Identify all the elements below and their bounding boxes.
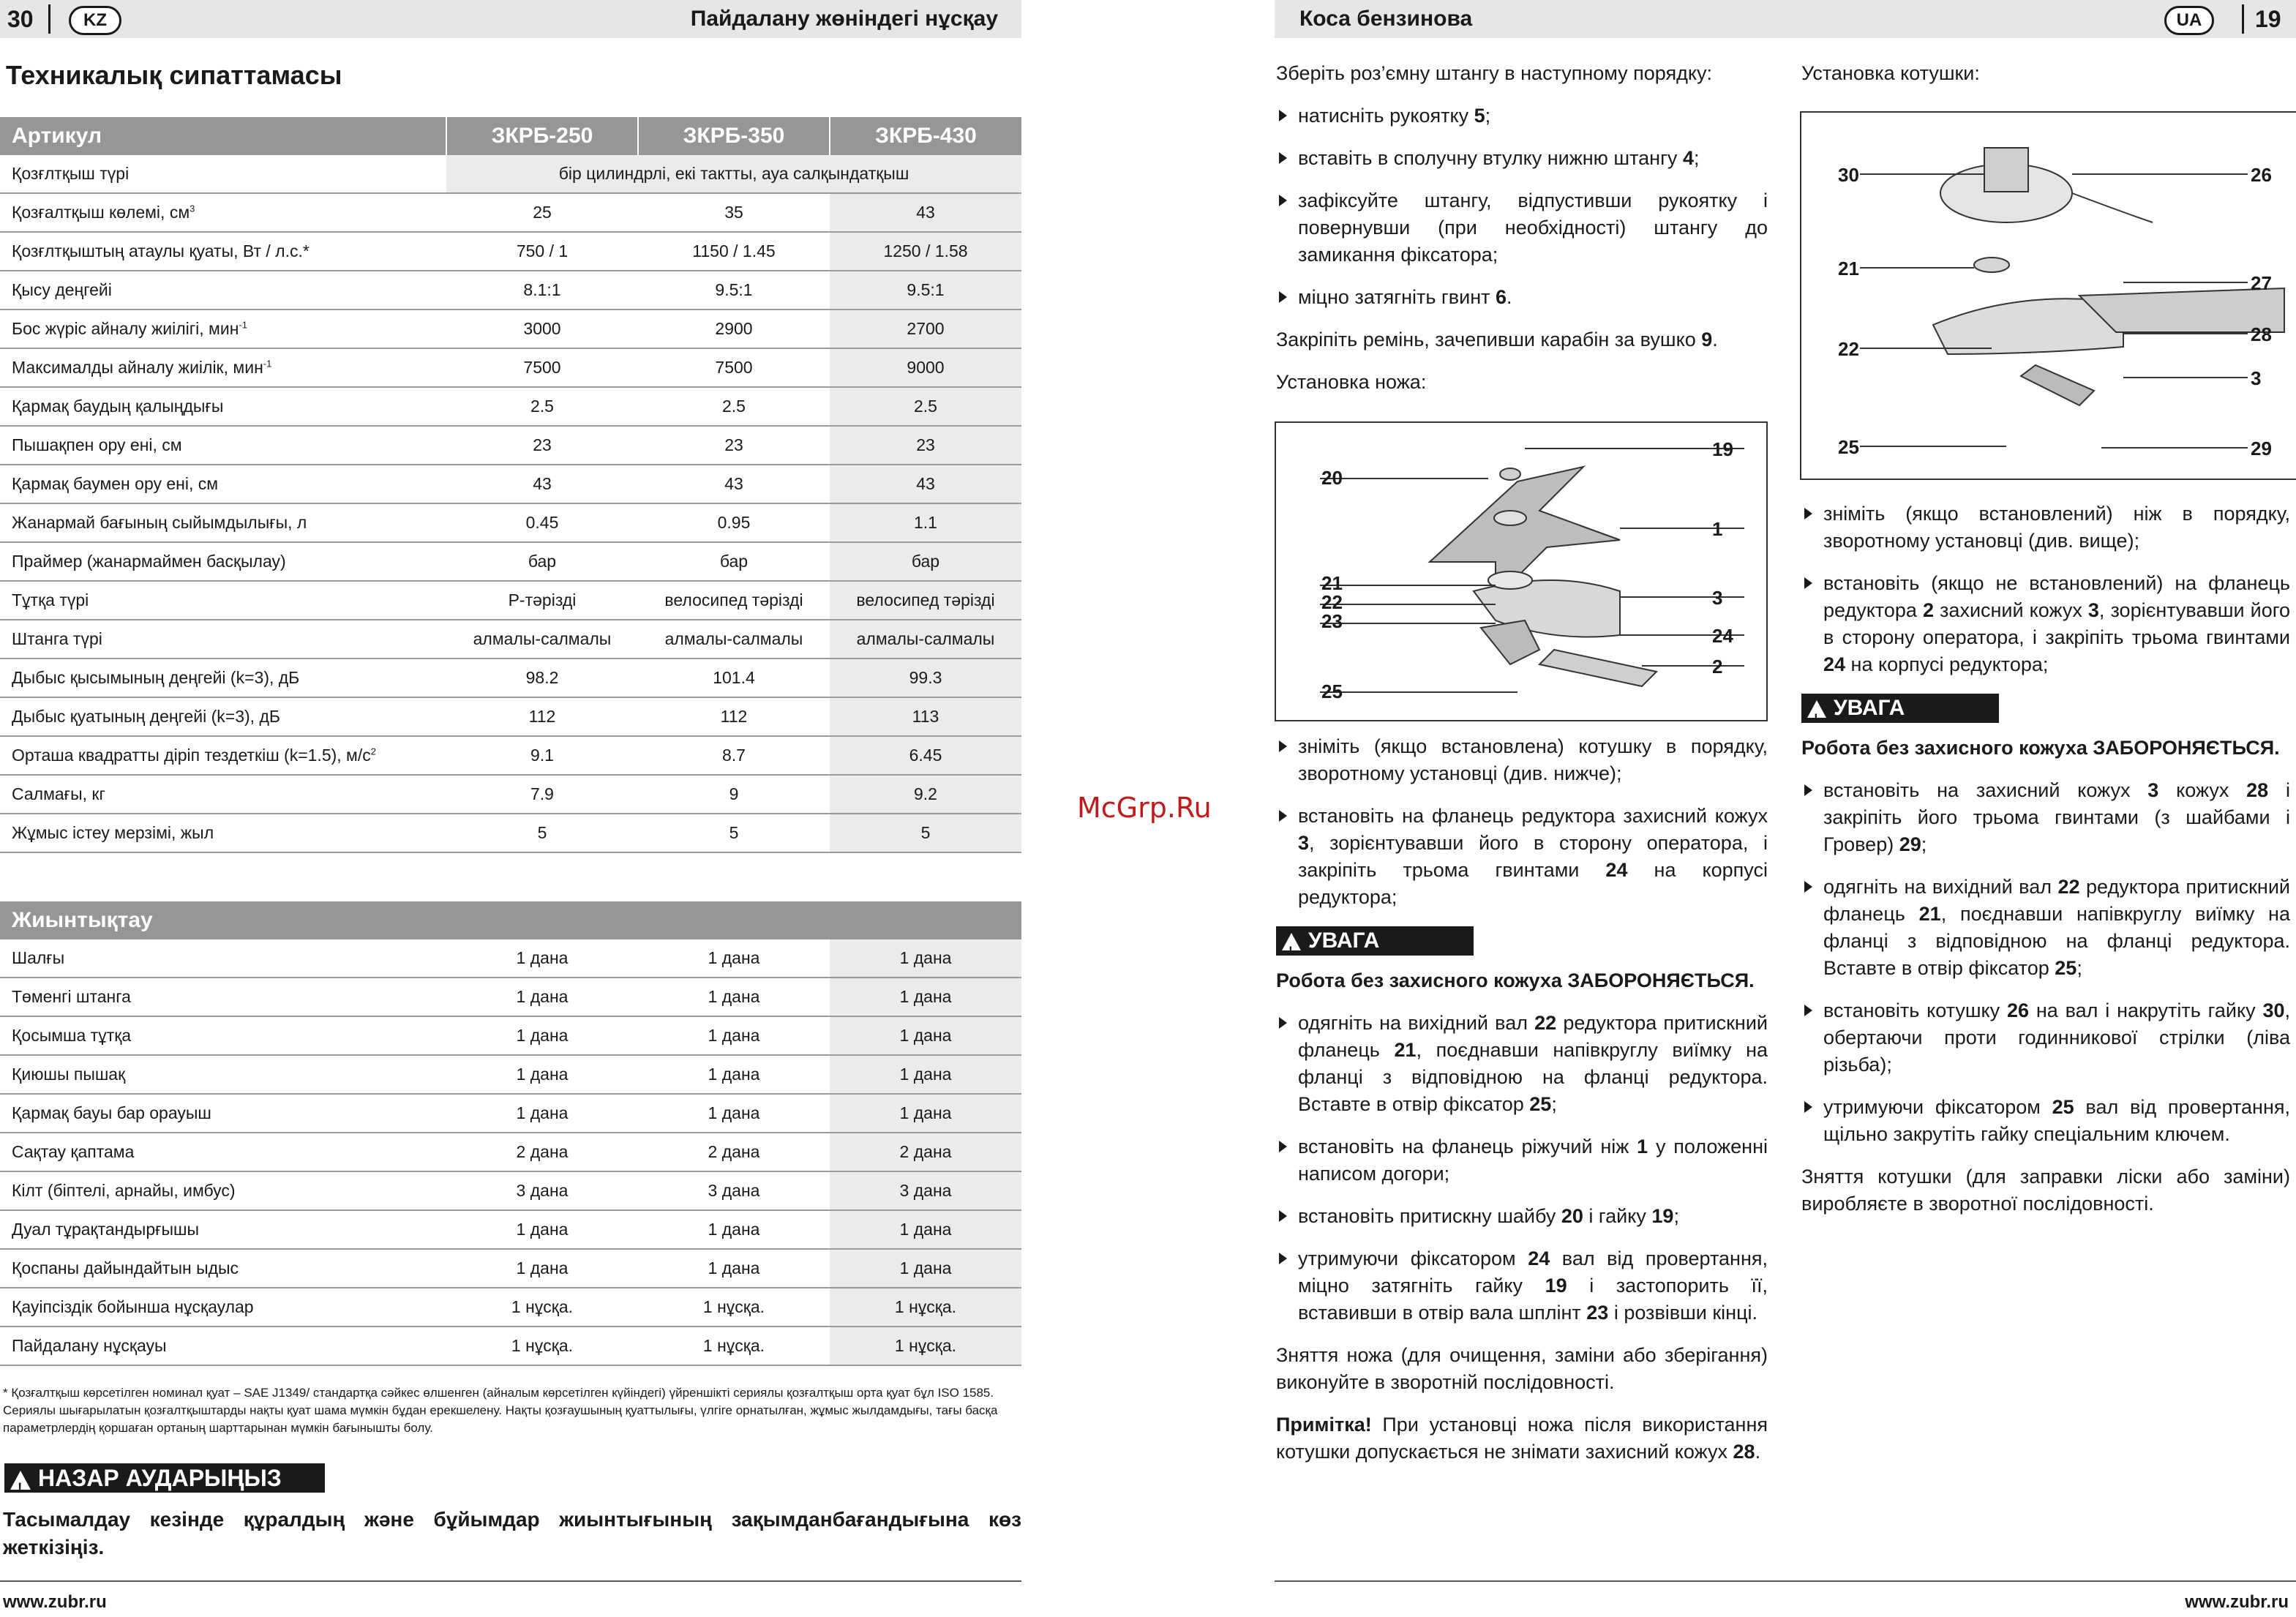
row-value: 0.45 (446, 503, 638, 542)
list-item: вставіть в сполучну втулку нижню штангу 4; (1276, 145, 1768, 172)
table-row (0, 581, 1021, 620)
row-value: алмалы-салмалы (638, 620, 830, 659)
row-value: 2.5 (830, 387, 1021, 426)
row-value: 1 дана (638, 939, 830, 978)
list-item: натисніть рукоятку 5; (1276, 102, 1768, 130)
row-value: бар (638, 542, 830, 581)
spec-header-row (0, 117, 1021, 155)
table-row (0, 1210, 1021, 1249)
row-value: 23 (446, 426, 638, 465)
table-row (0, 736, 1021, 775)
list-item: встановіть котушку 26 на вал і накрутіть гайку 30, обертаючи проти годинникової стрілки (ліва різьба); (1801, 997, 2290, 1078)
row-value: 1 дана (830, 1055, 1021, 1094)
row-value: 1.1 (830, 503, 1021, 542)
spec-header-article: Артикул (0, 117, 446, 155)
row-value: алмалы-салмалы (830, 620, 1021, 659)
warning-text: Робота без захисного кожуха ЗАБОРОНЯЄТЬСЯ. (1801, 737, 2280, 759)
row-value: 9.2 (830, 775, 1021, 814)
callout-26: 26 (2251, 164, 2272, 186)
callout-29: 29 (2251, 438, 2272, 459)
attention-banner (4, 1463, 325, 1493)
row-value: Р-тәрізді (446, 581, 638, 620)
row-value: 1 дана (638, 1055, 830, 1094)
callout-25: 25 (1321, 680, 1343, 702)
row-value: 9 (638, 775, 830, 814)
table-row (0, 542, 1021, 581)
row-value: 5 (446, 814, 638, 852)
row-value: 3 дана (638, 1171, 830, 1210)
table-row (0, 939, 1021, 978)
row-value: 1 дана (446, 939, 638, 978)
row-value: 9.5:1 (830, 271, 1021, 309)
row-label: Қармақ баумен ору ені, см (0, 465, 446, 503)
row-label: Қозғалтқыш көлемі, $см^3$ (0, 193, 446, 232)
table-row (0, 1249, 1021, 1288)
bullet-list (1276, 733, 1768, 911)
spec-table (0, 117, 1021, 853)
table-row (0, 155, 1021, 193)
row-value: бір цилиндрлі, екі тактты, ауа салқындатқыш (446, 155, 1021, 193)
list-item: встановіть притискну шайбу 20 і гайку 19; (1276, 1203, 1768, 1230)
callout-1: 1 (1712, 518, 1723, 540)
warning-text: Робота без захисного кожуха ЗАБОРОНЯЄТЬСЯ. (1276, 969, 1755, 991)
bullet-list (1801, 777, 2290, 1148)
paragraph: Зняття ножа (для очищення, заміни або зберігання) виконуйте в зворотній послідовності. (1276, 1344, 1768, 1393)
row-value: 43 (830, 193, 1021, 232)
row-value: 1 дана (638, 1016, 830, 1055)
paragraph: Зберіть роз’ємну штангу в наступному порядку: (1276, 62, 1712, 84)
paragraph: Закріпіть ремінь, зачепивши карабін за вушко 9. (1276, 329, 1718, 350)
blade-installation-figure (1275, 421, 1768, 721)
blade-diagram (1276, 423, 1766, 720)
callout-23: 23 (1321, 610, 1343, 632)
list-item: встановіть на захисний кожух 3 кожух 28 і закріпіть його трьома гвинтами (з шайбами і Гровер) 29; (1801, 777, 2290, 858)
watermark: McGrp.Ru (1077, 792, 1212, 824)
row-value: 2.5 (446, 387, 638, 426)
row-label: Жұмыс істеу мерзімі, жыл (0, 814, 446, 852)
row-label: Қауіпсіздік бойынша нұсқаулар (0, 1288, 446, 1327)
list-item: встановіть на фланець редуктора захисний кожух 3, зорієнтувавши його в сторону оператора, і закріпіть трьома гвинтами 24 на корпусі редуктора; (1276, 803, 1768, 911)
right-header-divider (2242, 4, 2244, 34)
row-value: 0.95 (638, 503, 830, 542)
warning-banner: !УВАГА (1801, 694, 1999, 723)
row-label: Қозғлтқыштың атаулы қуаты, Вт / л.с.* (0, 232, 446, 271)
right-lang-badge: UA (2164, 6, 2214, 35)
row-value: 1 нұсқа. (638, 1327, 830, 1365)
callout-21: 21 (1321, 572, 1343, 594)
left-header-title: Пайдалану жөніндегі нұсқау (690, 7, 998, 31)
row-value: 1 дана (638, 978, 830, 1016)
attention-title: НАЗАР АУДАРЫҢЫЗ (38, 1465, 282, 1491)
row-value: 3 дана (446, 1171, 638, 1210)
row-value: 3000 (446, 309, 638, 348)
bullet-list (1276, 1010, 1768, 1327)
table-row (0, 348, 1021, 387)
spec-header-model: ЗКРБ-430 (830, 117, 1021, 155)
row-value: 1 дана (830, 1094, 1021, 1133)
table-row (0, 193, 1021, 232)
callout-3: 3 (2251, 367, 2262, 389)
row-value: 9.5:1 (638, 271, 830, 309)
paragraph: Установка котушки: (1801, 62, 1980, 84)
row-label: Салмағы, кг (0, 775, 446, 814)
row-value: 2.5 (638, 387, 830, 426)
row-value: 7500 (446, 348, 638, 387)
callout-25: 25 (1838, 436, 1859, 458)
bullet-list (1801, 500, 2290, 678)
row-label: Сақтау қаптама (0, 1133, 446, 1171)
row-value: 1 дана (638, 1249, 830, 1288)
left-footer-url: www.zubr.ru (3, 1592, 107, 1612)
row-value: 98.2 (446, 659, 638, 697)
row-value: 1 дана (830, 939, 1021, 978)
table-row (0, 271, 1021, 309)
list-item: встановіть (якщо не встановлений) на фланець редуктора 2 захисний кожух 3, зорієнтувавши його в сторону оператора, і закріпіть трьома гвинтами 24 на корпусі редуктора; (1801, 570, 2290, 678)
row-value: 1150 / 1.45 (638, 232, 830, 271)
table-row (0, 387, 1021, 426)
row-value: 35 (638, 193, 830, 232)
list-item: утримуючи фіксатором 24 вал від провертання, міцно затягніть гайку 19 і застопорить її, вставивши в отвір вала шплінт 23 і розвівши кінці. (1276, 1245, 1768, 1327)
bullet-list (1276, 102, 1768, 311)
row-label: Тұтқа түрі (0, 581, 446, 620)
warning-icon (1807, 700, 1826, 718)
spec-header-model: ЗКРБ-350 (638, 117, 830, 155)
row-value: 1 дана (446, 1210, 638, 1249)
callout-19: 19 (1712, 438, 1733, 460)
left-footer-rule (0, 1580, 1021, 1582)
row-value: 25 (446, 193, 638, 232)
spool-installation-figure (1800, 111, 2296, 480)
row-label: Қозғлтқыш түрі (0, 155, 446, 193)
row-value: 3 дана (830, 1171, 1021, 1210)
row-value: 1 дана (830, 1016, 1021, 1055)
row-label: Штанга түрі (0, 620, 446, 659)
row-value: 1 нұсқа. (446, 1327, 638, 1365)
row-label: Кілт (біптелі, арнайы, имбус) (0, 1171, 446, 1210)
row-value: 23 (638, 426, 830, 465)
row-label: Қысу деңгейі (0, 271, 446, 309)
row-value: 101.4 (638, 659, 830, 697)
row-value: 99.3 (830, 659, 1021, 697)
row-value: 9.1 (446, 736, 638, 775)
warning-icon (10, 1471, 31, 1490)
row-value: 113 (830, 697, 1021, 736)
row-value: бар (830, 542, 1021, 581)
row-value: 9000 (830, 348, 1021, 387)
row-value: 5 (830, 814, 1021, 852)
row-value: 7500 (638, 348, 830, 387)
table-row (0, 1171, 1021, 1210)
row-value: 1 дана (446, 1016, 638, 1055)
row-label: Максималды айналу жиілік, мин$^{-1}$ (0, 348, 446, 387)
callout-3: 3 (1712, 587, 1723, 609)
row-value: 6.45 (830, 736, 1021, 775)
list-item: встановіть на фланець ріжучий ніж 1 у положенні написом догори; (1276, 1133, 1768, 1188)
list-item: міцно затягніть гвинт 6. (1276, 284, 1768, 311)
callout-2: 2 (1712, 656, 1723, 678)
row-value: 112 (638, 697, 830, 736)
row-label: Пайдалану нұсқауы (0, 1327, 446, 1365)
row-label: Қосымша тұтқа (0, 1016, 446, 1055)
row-value: велосипед тәрізді (830, 581, 1021, 620)
row-label: Қармақ баудың қалыңдығы (0, 387, 446, 426)
row-value: 23 (830, 426, 1021, 465)
list-item: одягніть на вихідний вал 22 редуктора притискний фланець 21, поєднавши напівкруглу виїмку на фланці з відповідною на фланці редуктора. Вставте в отвір фіксатор 25; (1276, 1010, 1768, 1118)
table-row (0, 814, 1021, 852)
kit-header: Жиынтықтау (0, 901, 1021, 939)
left-header-divider (48, 4, 50, 34)
table-row (0, 697, 1021, 736)
right-footer-rule (1275, 1580, 2296, 1582)
row-value: 1 дана (446, 1094, 638, 1133)
row-value: 1 нұсқа. (830, 1327, 1021, 1365)
footnote: * Қозғалтқыш көрсетілген номинал қуат – SAE J1349/ стандартқа сәйкес өлшенген (айналым көрсетілген күйіндегі) үйреншікті сериялы қозғалтқыш орта қуат бұл ISO 1585. Сериялы шығарылатын қозғалтқыштарды нақты қуат шама мүмкін бұдан ерекшелену. Нақты қозғаушының қуаттылығы, үлгіге орнатылған, жұмыс жылдамдығы, тағы басқа параметрлердің қоршаған ортаның шарттарынан мүмкін бағынышты болу. (3, 1386, 998, 1435)
paragraph: Зняття котушки (для заправки ліски або заміни) виробляєте в зворотної послідовності. (1801, 1166, 2290, 1215)
callout-30: 30 (1838, 164, 1859, 186)
table-row (0, 232, 1021, 271)
list-item: утримуючи фіксатором 25 вал від провертання, щільно закрутіть гайку спеціальним ключем. (1801, 1094, 2290, 1148)
row-value: 5 (638, 814, 830, 852)
row-value: 7.9 (446, 775, 638, 814)
left-lang-badge: KZ (69, 6, 121, 35)
table-row (0, 775, 1021, 814)
row-value: 1 дана (830, 1249, 1021, 1288)
attention-text: Тасымалдау кезінде құралдың және бұйымдар жиынтығының зақымданбағандығына көз жеткізіңіз. (3, 1508, 1021, 1558)
kit-header-row (0, 901, 1021, 939)
table-row (0, 465, 1021, 503)
kit-table (0, 901, 1021, 1366)
row-value: велосипед тәрізді (638, 581, 830, 620)
row-value: 43 (638, 465, 830, 503)
left-page-number: 30 (7, 6, 34, 32)
row-value: 1 дана (638, 1094, 830, 1133)
table-row (0, 426, 1021, 465)
row-label: Бос жүріс айналу жиілігі, мин$^{-1}$ (0, 309, 446, 348)
row-label: Дыбыс қысымының деңгейі (k=3), дБ (0, 659, 446, 697)
row-value: 2 дана (638, 1133, 830, 1171)
callout-20: 20 (1321, 467, 1343, 489)
row-value: 2 дана (446, 1133, 638, 1171)
row-value: 8.1:1 (446, 271, 638, 309)
row-value: 1 дана (446, 1055, 638, 1094)
row-value: 43 (830, 465, 1021, 503)
row-label: Шалғы (0, 939, 446, 978)
row-value: 750 / 1 (446, 232, 638, 271)
row-label: Пышақпен ору ені, см (0, 426, 446, 465)
warning-banner: !УВАГА (1276, 926, 1474, 956)
row-label: Праймер (жанармаймен басқылау) (0, 542, 446, 581)
list-item: одягніть на вихідний вал 22 редуктора притискний фланець 21, поєднавши напівкруглу виїмку на фланці з відповідною на фланці редуктора. Вставте в отвір фіксатор 25; (1801, 874, 2290, 982)
callout-21: 21 (1838, 258, 1859, 279)
row-label: Қиюшы пышақ (0, 1055, 446, 1094)
right-column-1 (1276, 60, 1768, 1481)
row-value: 8.7 (638, 736, 830, 775)
row-label: Орташа квадратты діріп тездеткіш (k=1.5), $м/с^2$ (0, 736, 446, 775)
row-label: Қоспаны дайындайтын ыдыс (0, 1249, 446, 1288)
right-page-number: 19 (2255, 6, 2281, 32)
callout-22: 22 (1321, 591, 1343, 613)
table-row (0, 620, 1021, 659)
list-item: зафіксуйте штангу, відпустивши рукоятку і повернувши (при необхідності) штангу до замикання фіксатора; (1276, 187, 1768, 269)
table-row (0, 659, 1021, 697)
row-value: алмалы-салмалы (446, 620, 638, 659)
row-value: 2700 (830, 309, 1021, 348)
spec-header-model: ЗКРБ-250 (446, 117, 638, 155)
row-label: Төменгі штанга (0, 978, 446, 1016)
table-row (0, 1288, 1021, 1327)
row-value: 1 дана (638, 1210, 830, 1249)
row-label: Қармақ бауы бар орауыш (0, 1094, 446, 1133)
callout-28: 28 (2251, 323, 2272, 345)
table-row (0, 1055, 1021, 1094)
table-row (0, 503, 1021, 542)
row-value: 1 дана (446, 978, 638, 1016)
row-value: 1 дана (830, 978, 1021, 1016)
row-value: 2900 (638, 309, 830, 348)
row-value: 1 нұсқа. (830, 1288, 1021, 1327)
row-value: 2 дана (830, 1133, 1021, 1171)
right-footer-url: www.zubr.ru (2185, 1592, 2289, 1612)
list-item: зніміть (якщо встановлена) котушку в порядку, зворотному установці (див. нижче); (1276, 733, 1768, 787)
warning-icon (1282, 933, 1301, 950)
row-value: 112 (446, 697, 638, 736)
table-row (0, 1094, 1021, 1133)
row-value: 43 (446, 465, 638, 503)
row-value: 1 нұсқа. (446, 1288, 638, 1327)
table-row (0, 309, 1021, 348)
paragraph: Установка ножа: (1276, 371, 1427, 393)
callout-24: 24 (1712, 625, 1733, 647)
table-row (0, 1133, 1021, 1171)
callout-27: 27 (2251, 272, 2272, 294)
row-value: 1 дана (830, 1210, 1021, 1249)
right-header-title: Коса бензинова (1299, 7, 1473, 31)
section-title: Техникалық сипаттамасы (6, 60, 342, 90)
note-paragraph: Примітка! При установці ножа після використання котушки допускається не знімати захисний кожух 28. (1276, 1414, 1768, 1463)
row-label: Дыбыс қуатының деңгейі (k=3), дБ (0, 697, 446, 736)
table-row (0, 978, 1021, 1016)
spool-diagram (1801, 113, 2296, 479)
row-label: Жанармай бағының сыйымдылығы, л (0, 503, 446, 542)
row-label: Дуал тұрақтандырғышы (0, 1210, 446, 1249)
callout-22: 22 (1838, 338, 1859, 360)
list-item: зніміть (якщо встановлений) ніж в порядку, зворотному установці (див. вище); (1801, 500, 2290, 555)
row-value: 1 дана (446, 1249, 638, 1288)
row-value: 1 нұсқа. (638, 1288, 830, 1327)
row-value: 1250 / 1.58 (830, 232, 1021, 271)
table-row (0, 1327, 1021, 1365)
table-row (0, 1016, 1021, 1055)
row-value: бар (446, 542, 638, 581)
